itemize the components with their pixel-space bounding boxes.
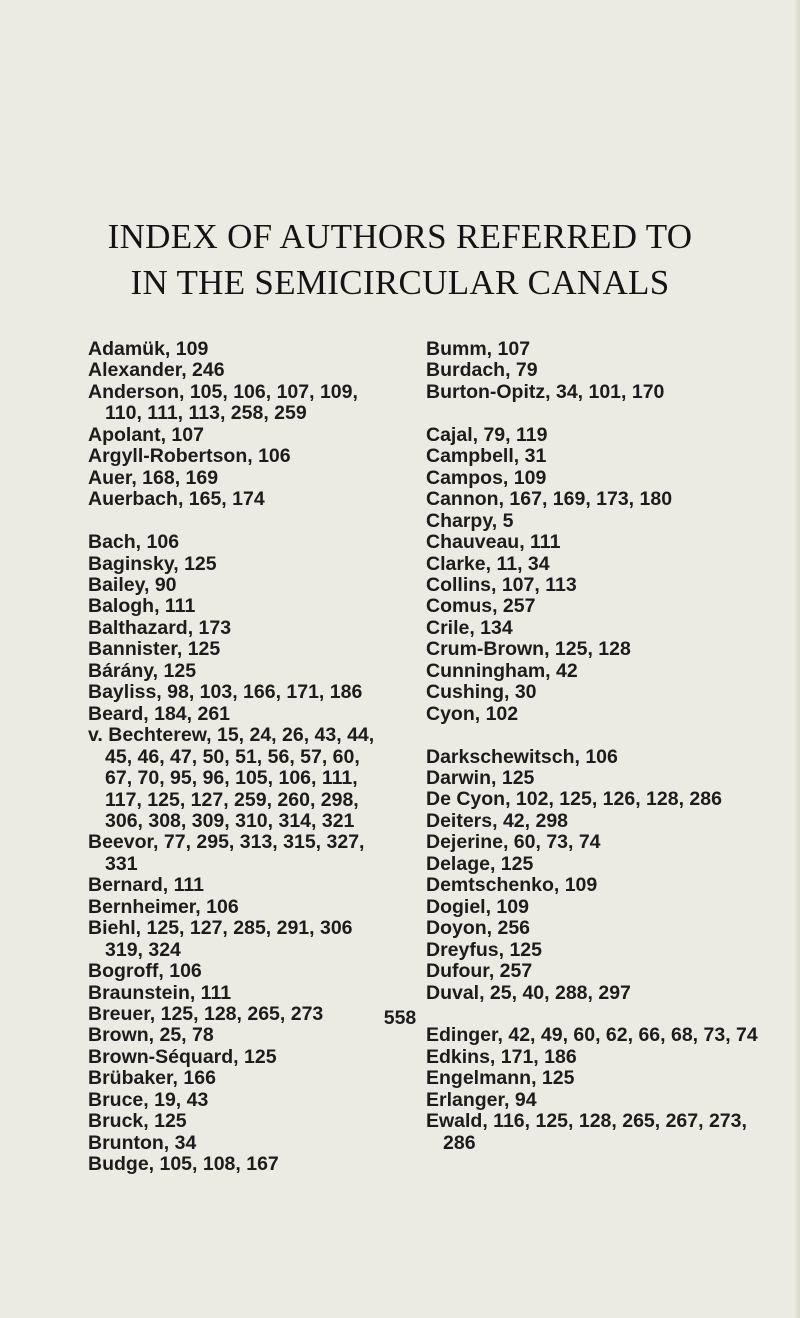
index-entry: Braunstein, 111 — [88, 981, 232, 1004]
right-index-column — [426, 339, 766, 1154]
index-entry: Comus, 257 — [426, 595, 536, 618]
index-entry: Bumm, 107 — [426, 338, 531, 360]
index-entry: Bayliss, 98, 103, 166, 171, 186 — [88, 681, 363, 704]
index-entry: Bogroff, 106 — [88, 960, 202, 983]
index-entry: Brown-Séquard, 125 — [88, 1045, 277, 1068]
index-entry: Burdach, 79 — [426, 359, 538, 382]
index-entry: Cunningham, 42 — [426, 659, 578, 682]
index-entry: Ewald, 116, 125, 128, 265, 267, 273, 286 — [426, 1110, 747, 1154]
letter-group-gap — [88, 511, 388, 532]
index-entry: Demtschenko, 109 — [426, 874, 598, 897]
index-entry: Erlanger, 94 — [426, 1088, 537, 1111]
index-entry: Bannister, 125 — [88, 638, 221, 661]
index-entry: Argyll-Robertson, 106 — [88, 445, 291, 468]
index-entry: Crum-Brown, 125, 128 — [426, 638, 631, 661]
index-entry: Delage, 125 — [426, 852, 534, 875]
index-entry: Bach, 106 — [88, 531, 180, 554]
index-entry: Edinger, 42, 49, 60, 62, 66, 68, 73, 74 — [426, 1024, 758, 1047]
index-entry: Balthazard, 173 — [88, 616, 232, 639]
index-entry: Burton-Opitz, 34, 101, 170 — [426, 380, 665, 403]
index-entry: Chauveau, 111 — [426, 531, 561, 554]
index-entry: Anderson, 105, 106, 107, 109, 110, 111, 113, 258, 259 — [88, 380, 358, 425]
index-entry: Cannon, 167, 169, 173, 180 — [426, 488, 673, 511]
index-entry: Bailey, 90 — [88, 573, 177, 596]
index-entry: Campbell, 31 — [426, 445, 547, 468]
index-entry: Budge, 105, 108, 167 — [88, 1153, 279, 1176]
index-entry: Auer, 168, 169 — [88, 466, 219, 489]
letter-group-gap — [426, 725, 766, 746]
index-entry: Cajal, 79, 119 — [426, 423, 548, 446]
index-entry: Bárány, 125 — [88, 659, 197, 682]
index-entry: Edkins, 171, 186 — [426, 1045, 577, 1068]
index-entry: Brunton, 34 — [88, 1131, 197, 1154]
index-entry: Brübaker, 166 — [88, 1067, 216, 1090]
index-entry: Baginsky, 125 — [88, 552, 217, 575]
index-entry: Crile, 134 — [426, 616, 513, 639]
index-entry: Doyon, 256 — [426, 917, 531, 940]
index-entry: Alexander, 246 — [88, 359, 225, 382]
index-entry: Brown, 25, 78 — [88, 1024, 214, 1047]
index-entry: Charpy, 5 — [426, 509, 514, 532]
index-entry: Bruce, 19, 43 — [88, 1088, 209, 1111]
index-entry: Adamük, 109 — [88, 338, 209, 360]
index-entry: De Cyon, 102, 125, 126, 128, 286 — [426, 788, 722, 811]
index-entry: Deiters, 42, 298 — [426, 809, 569, 832]
title-line-2: IN THE SEMICIRCULAR CANALS — [130, 263, 670, 302]
index-entry: Collins, 107, 113 — [426, 573, 577, 596]
page-number: 558 — [383, 1007, 417, 1029]
index-entry: Cushing, 30 — [426, 681, 537, 704]
index-entry: Beard, 184, 261 — [88, 702, 231, 725]
index-entry: Bernard, 111 — [88, 874, 204, 897]
index-entry: Breuer, 125, 128, 265, 273 — [88, 1003, 324, 1026]
index-entry: Campos, 109 — [426, 466, 547, 489]
index-entry: Duval, 25, 40, 288, 297 — [426, 981, 631, 1004]
index-entry: Bruck, 125 — [88, 1110, 187, 1133]
index-entry: Cyon, 102 — [426, 702, 519, 725]
index-title — [0, 214, 800, 306]
page-edge-shadow — [794, 0, 800, 1318]
index-entry: Apolant, 107 — [88, 423, 204, 446]
index-entry: Darkschewitsch, 106 — [426, 745, 618, 768]
index-entry: Dufour, 257 — [426, 960, 533, 983]
index-entry: Balogh, 111 — [88, 595, 196, 618]
index-entry: Clarke, 11, 34 — [426, 552, 550, 575]
index-entry: Biehl, 125, 127, 285, 291, 306 319, 324 — [88, 917, 353, 961]
index-entry: v. Bechterew, 15, 24, 26, 43, 44, 45, 46, 47, 50, 51, 56, 57, 60, 67, 70, 95, 96, 105, 106, 111, 117, 125, 127, 259, 260, 298, 306, 308, 309, 310, 314, 321 — [88, 724, 375, 832]
index-entry: Engelmann, 125 — [426, 1067, 575, 1090]
index-entry: Dreyfus, 125 — [426, 938, 542, 961]
index-entry: Auerbach, 165, 174 — [88, 488, 265, 511]
letter-group-gap — [426, 403, 766, 424]
index-entry: Darwin, 125 — [426, 767, 535, 790]
title-line-1: INDEX OF AUTHORS REFERRED TO — [107, 217, 693, 256]
index-entry: Dogiel, 109 — [426, 895, 529, 918]
index-entry: Beevor, 77, 295, 313, 315, 327, 331 — [88, 831, 365, 875]
left-index-column — [88, 339, 388, 1176]
index-entry: Bernheimer, 106 — [88, 895, 239, 918]
index-entry: Dejerine, 60, 73, 74 — [426, 831, 601, 854]
